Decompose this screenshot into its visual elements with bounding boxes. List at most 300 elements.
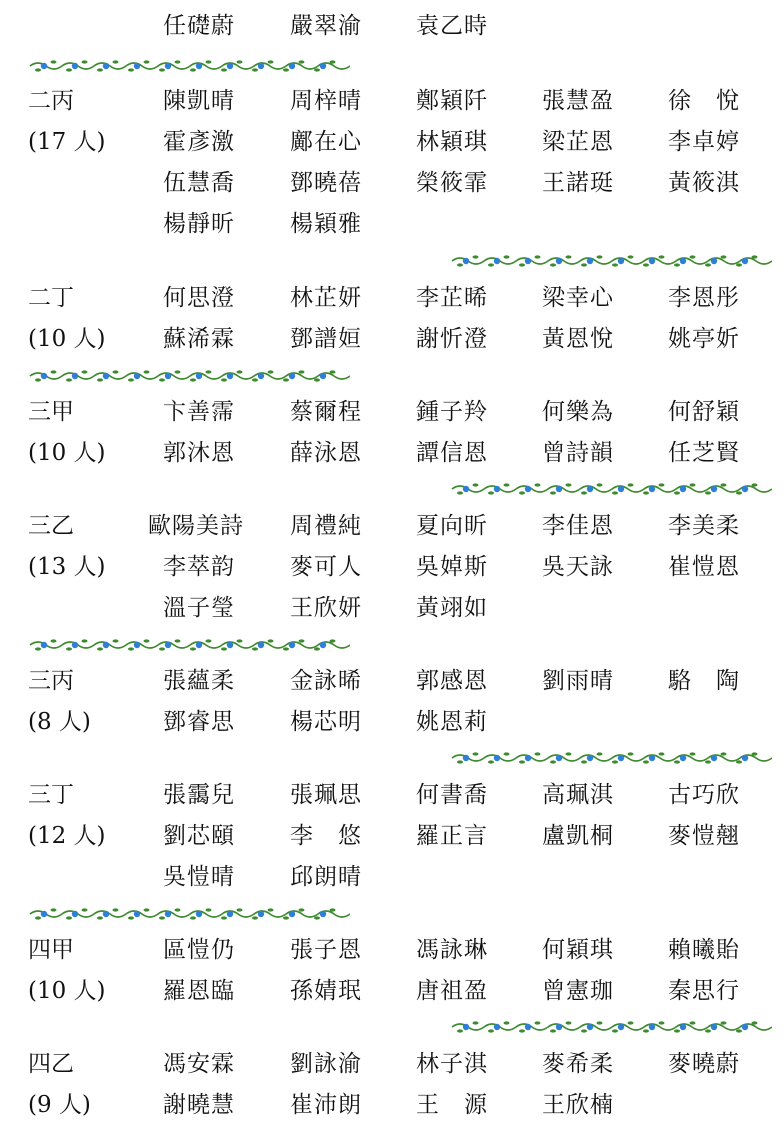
student-name: 羅恩臨 (163, 978, 235, 1004)
vine-leaf (566, 483, 572, 486)
vine-leaf (721, 752, 727, 755)
vine-flower (587, 486, 593, 492)
vine-leaf (113, 370, 119, 373)
vine-leaf (457, 263, 463, 266)
vine-flower (72, 63, 78, 69)
vine-flower (556, 755, 562, 761)
vine-leaf (190, 916, 196, 919)
student-name: 楊芯明 (290, 709, 362, 735)
vine-leaf (283, 68, 289, 71)
class-label: 二丁 (28, 285, 74, 311)
student-name: 劉詠渝 (290, 1051, 362, 1077)
vine-leaf (736, 760, 742, 763)
vine-flower (463, 258, 469, 264)
roster-row (0, 702, 784, 742)
vine-leaf (659, 483, 665, 486)
student-name: 羅正言 (416, 823, 488, 849)
vine-leaf (581, 491, 587, 494)
vine-leaf (643, 1029, 649, 1032)
vine-divider (28, 367, 350, 385)
student-name: 林子淇 (416, 1051, 488, 1077)
vine-leaf (144, 908, 150, 911)
class-label: 四甲 (28, 937, 74, 963)
student-name: 榮筱霏 (416, 170, 488, 196)
vine-leaf (268, 370, 274, 373)
student-name: 林穎琪 (416, 129, 488, 155)
student-name: 孫婧珉 (290, 978, 362, 1004)
student-name: 崔愷恩 (668, 554, 740, 580)
vine-leaf (566, 1021, 572, 1024)
vine-flower (196, 373, 202, 379)
vine-ornament (450, 252, 772, 270)
vine-flower (165, 373, 171, 379)
vine-flower (196, 642, 202, 648)
student-name: 賴曦貽 (668, 937, 740, 963)
vine-leaf (457, 1029, 463, 1032)
student-name: 張靄兒 (163, 782, 235, 808)
vine-leaf (314, 647, 320, 650)
student-name: 吳愷晴 (163, 864, 235, 890)
vine-flower (196, 63, 202, 69)
vine-leaf (82, 908, 88, 911)
vine-flower (525, 755, 531, 761)
vine-flower (258, 63, 264, 69)
vine-leaf (628, 752, 634, 755)
vine-leaf (330, 908, 336, 911)
vine-leaf (128, 378, 134, 381)
vine-flower (618, 486, 624, 492)
vine-flower (587, 1024, 593, 1030)
vine-leaf (736, 491, 742, 494)
vine-leaf (97, 916, 103, 919)
roster-row (0, 81, 784, 121)
student-name: 林芷妍 (290, 285, 362, 311)
vine-flower (289, 373, 295, 379)
roster-row (0, 1085, 784, 1125)
vine-flower (289, 63, 295, 69)
vine-leaf (314, 378, 320, 381)
vine-flower (289, 642, 295, 648)
vine-leaf (190, 68, 196, 71)
vine-leaf (535, 752, 541, 755)
vine-leaf (674, 491, 680, 494)
student-name: 楊穎雅 (290, 211, 362, 237)
vine-leaf (268, 60, 274, 63)
roster-row (0, 1044, 784, 1084)
vine-leaf (35, 916, 41, 919)
vine-leaf (457, 760, 463, 763)
roster-row (0, 204, 784, 244)
roster-row (0, 433, 784, 473)
student-name: 李恩彤 (668, 285, 740, 311)
vine-leaf (159, 68, 165, 71)
vine-leaf (504, 483, 510, 486)
student-name: 崔沛朗 (290, 1092, 362, 1118)
vine-leaf (581, 1029, 587, 1032)
vine-leaf (144, 370, 150, 373)
vine-flower (711, 1024, 717, 1030)
vine-flower (320, 373, 326, 379)
vine-leaf (705, 263, 711, 266)
vine-leaf (643, 491, 649, 494)
vine-leaf (488, 263, 494, 266)
vine-leaf (82, 60, 88, 63)
vine-flower (227, 911, 233, 917)
student-name: 李 悠 (290, 823, 362, 849)
vine-leaf (550, 491, 556, 494)
vine-flower (618, 258, 624, 264)
vine-leaf (612, 263, 618, 266)
vine-leaf (550, 263, 556, 266)
student-name: 吳天詠 (542, 554, 614, 580)
vine-leaf (581, 760, 587, 763)
vine-leaf (690, 255, 696, 258)
roster-row (0, 775, 784, 815)
student-name: 夏向昕 (416, 513, 488, 539)
vine-leaf (535, 255, 541, 258)
vine-leaf (566, 752, 572, 755)
student-name: 霍彥激 (163, 129, 235, 155)
vine-leaf (628, 255, 634, 258)
vine-flower (680, 486, 686, 492)
student-name: 秦思行 (668, 978, 740, 1004)
student-name: 郭感恩 (416, 668, 488, 694)
vine-leaf (221, 916, 227, 919)
vine-flower (72, 373, 78, 379)
vine-flower (41, 373, 47, 379)
roster-row (0, 547, 784, 587)
vine-flower (165, 63, 171, 69)
vine-leaf (113, 639, 119, 642)
vine-divider (450, 1018, 772, 1036)
vine-leaf (299, 370, 305, 373)
vine-leaf (488, 491, 494, 494)
vine-leaf (175, 60, 181, 63)
vine-leaf (51, 908, 57, 911)
vine-leaf (721, 1021, 727, 1024)
vine-flower (618, 1024, 624, 1030)
vine-leaf (535, 1021, 541, 1024)
vine-leaf (51, 60, 57, 63)
vine-leaf (752, 255, 758, 258)
vine-leaf (237, 370, 243, 373)
student-name: 何樂為 (542, 399, 614, 425)
vine-flower (649, 1024, 655, 1030)
vine-divider (450, 749, 772, 767)
class-label: 三乙 (28, 513, 74, 539)
class-label: 三甲 (28, 399, 74, 425)
vine-leaf (299, 639, 305, 642)
roster-row (0, 971, 784, 1011)
roster-row (0, 319, 784, 359)
student-name: 黃恩悅 (542, 326, 614, 352)
student-name: 張蘊柔 (163, 668, 235, 694)
vine-flower (103, 642, 109, 648)
student-name: 劉芯頤 (163, 823, 235, 849)
vine-leaf (82, 639, 88, 642)
vine-ornament (450, 749, 772, 767)
vine-leaf (299, 60, 305, 63)
vine-flower (649, 486, 655, 492)
vine-leaf (721, 255, 727, 258)
vine-flower (258, 373, 264, 379)
student-name: 馮詠琳 (416, 937, 488, 963)
vine-flower (680, 755, 686, 761)
class-count: (12 人) (28, 823, 106, 849)
vine-leaf (113, 60, 119, 63)
vine-leaf (283, 916, 289, 919)
vine-leaf (597, 752, 603, 755)
vine-flower (556, 486, 562, 492)
student-name: 盧凱桐 (542, 823, 614, 849)
student-name: 鄺在心 (290, 129, 362, 155)
vine-divider (28, 905, 350, 923)
class-label: 三丙 (28, 668, 74, 694)
class-label: 三丁 (28, 782, 74, 808)
vine-leaf (659, 1021, 665, 1024)
vine-leaf (144, 60, 150, 63)
vine-leaf (628, 1021, 634, 1024)
student-name: 伍慧喬 (163, 170, 235, 196)
vine-divider (28, 57, 350, 75)
student-name: 姚亭妡 (668, 326, 740, 352)
roster-row (0, 816, 784, 856)
vine-leaf (736, 1029, 742, 1032)
vine-flower (680, 258, 686, 264)
vine-leaf (283, 378, 289, 381)
vine-flower (463, 486, 469, 492)
vine-flower (711, 258, 717, 264)
vine-leaf (473, 483, 479, 486)
vine-flower (618, 755, 624, 761)
vine-leaf (473, 1021, 479, 1024)
student-name: 王欣楠 (542, 1092, 614, 1118)
vine-leaf (252, 378, 258, 381)
student-name: 唐祖盈 (416, 978, 488, 1004)
vine-flower (320, 642, 326, 648)
vine-leaf (581, 263, 587, 266)
student-name: 任芝賢 (668, 440, 740, 466)
roster-row (0, 588, 784, 628)
vine-leaf (252, 647, 258, 650)
vine-leaf (504, 1021, 510, 1024)
vine-leaf (597, 1021, 603, 1024)
student-name: 黃翊如 (416, 595, 488, 621)
roster-row (0, 930, 784, 970)
vine-leaf (488, 760, 494, 763)
vine-leaf (128, 647, 134, 650)
vine-leaf (612, 1029, 618, 1032)
vine-leaf (659, 255, 665, 258)
vine-leaf (752, 483, 758, 486)
vine-leaf (330, 60, 336, 63)
vine-leaf (519, 263, 525, 266)
student-name: 何思澄 (163, 285, 235, 311)
vine-leaf (66, 916, 72, 919)
student-name: 李萃韵 (163, 554, 235, 580)
vine-leaf (690, 752, 696, 755)
vine-leaf (190, 647, 196, 650)
student-name: 黃筱淇 (668, 170, 740, 196)
vine-leaf (674, 760, 680, 763)
student-name: 麥希柔 (542, 1051, 614, 1077)
student-name: 周梓晴 (290, 88, 362, 114)
student-name: 區愷仍 (163, 937, 235, 963)
roster-row (0, 857, 784, 897)
vine-flower (649, 755, 655, 761)
student-name: 歐陽美詩 (148, 513, 244, 539)
vine-ornament (28, 367, 350, 385)
vine-flower (134, 911, 140, 917)
vine-leaf (519, 491, 525, 494)
student-name: 任礎蔚 (163, 13, 235, 39)
vine-flower (41, 642, 47, 648)
student-name: 劉雨晴 (542, 668, 614, 694)
vine-flower (742, 755, 748, 761)
student-name: 王諾珽 (542, 170, 614, 196)
vine-leaf (221, 68, 227, 71)
vine-leaf (128, 916, 134, 919)
vine-leaf (535, 483, 541, 486)
vine-leaf (97, 378, 103, 381)
vine-flower (41, 63, 47, 69)
vine-flower (587, 258, 593, 264)
student-name: 陳凱晴 (163, 88, 235, 114)
student-name: 曾詩韻 (542, 440, 614, 466)
vine-flower (494, 486, 500, 492)
student-name: 張珮思 (290, 782, 362, 808)
student-name: 李佳恩 (542, 513, 614, 539)
vine-leaf (330, 639, 336, 642)
student-name: 鄧曉蓓 (290, 170, 362, 196)
vine-flower (134, 63, 140, 69)
vine-flower (711, 486, 717, 492)
student-name: 何舒穎 (668, 399, 740, 425)
vine-leaf (82, 370, 88, 373)
vine-leaf (221, 378, 227, 381)
vine-leaf (113, 908, 119, 911)
vine-leaf (97, 68, 103, 71)
roster-row (0, 392, 784, 432)
vine-leaf (457, 491, 463, 494)
vine-flower (525, 486, 531, 492)
vine-flower (103, 373, 109, 379)
student-name: 蔡爾程 (290, 399, 362, 425)
student-name: 何穎琪 (542, 937, 614, 963)
vine-leaf (144, 639, 150, 642)
roster-row (0, 278, 784, 318)
class-count: (9 人) (28, 1092, 91, 1118)
vine-leaf (237, 639, 243, 642)
vine-leaf (221, 647, 227, 650)
class-label: 四乙 (28, 1051, 74, 1077)
student-name: 李芷晞 (416, 285, 488, 311)
vine-leaf (612, 760, 618, 763)
vine-leaf (690, 483, 696, 486)
student-name: 麥曉蔚 (668, 1051, 740, 1077)
student-name: 張慧盈 (542, 88, 614, 114)
vine-leaf (237, 908, 243, 911)
vine-leaf (159, 378, 165, 381)
vine-leaf (35, 68, 41, 71)
vine-leaf (566, 255, 572, 258)
vine-leaf (488, 1029, 494, 1032)
roster-row (0, 6, 784, 46)
vine-leaf (283, 647, 289, 650)
vine-flower (289, 911, 295, 917)
roster-row (0, 163, 784, 203)
vine-flower (556, 1024, 562, 1030)
vine-ornament (450, 480, 772, 498)
vine-flower (742, 486, 748, 492)
vine-leaf (206, 908, 212, 911)
vine-leaf (705, 760, 711, 763)
vine-leaf (237, 60, 243, 63)
student-name: 謝忻澄 (416, 326, 488, 352)
vine-leaf (330, 370, 336, 373)
vine-leaf (252, 916, 258, 919)
student-name: 王 源 (416, 1092, 488, 1118)
class-count: (17 人) (28, 129, 106, 155)
student-name: 曾憲珈 (542, 978, 614, 1004)
vine-flower (227, 373, 233, 379)
vine-divider (28, 636, 350, 654)
vine-flower (525, 258, 531, 264)
vine-leaf (66, 68, 72, 71)
vine-leaf (314, 916, 320, 919)
student-name: 蘇浠霖 (163, 326, 235, 352)
vine-leaf (705, 1029, 711, 1032)
student-name: 鄭穎阡 (416, 88, 488, 114)
vine-leaf (66, 647, 72, 650)
vine-leaf (705, 491, 711, 494)
student-name: 嚴翠渝 (290, 13, 362, 39)
student-name: 金詠晞 (290, 668, 362, 694)
vine-flower (649, 258, 655, 264)
class-count: (8 人) (28, 709, 91, 735)
student-name: 周禮純 (290, 513, 362, 539)
roster-row (0, 661, 784, 701)
vine-ornament (28, 636, 350, 654)
vine-leaf (643, 760, 649, 763)
vine-flower (680, 1024, 686, 1030)
vine-flower (711, 755, 717, 761)
vine-leaf (175, 639, 181, 642)
vine-ornament (28, 57, 350, 75)
student-name: 馮安霖 (163, 1051, 235, 1077)
vine-flower (463, 1024, 469, 1030)
vine-flower (463, 755, 469, 761)
vine-flower (320, 911, 326, 917)
vine-ornament (28, 905, 350, 923)
vine-flower (227, 642, 233, 648)
vine-leaf (175, 370, 181, 373)
vine-leaf (674, 263, 680, 266)
vine-flower (72, 642, 78, 648)
vine-leaf (504, 255, 510, 258)
class-count: (10 人) (28, 326, 106, 352)
vine-flower (742, 1024, 748, 1030)
student-name: 郭沐恩 (163, 440, 235, 466)
vine-ornament (450, 1018, 772, 1036)
vine-flower (41, 911, 47, 917)
vine-leaf (473, 255, 479, 258)
vine-leaf (550, 760, 556, 763)
student-name: 吳婥斯 (416, 554, 488, 580)
vine-leaf (643, 263, 649, 266)
vine-flower (742, 258, 748, 264)
vine-leaf (51, 639, 57, 642)
